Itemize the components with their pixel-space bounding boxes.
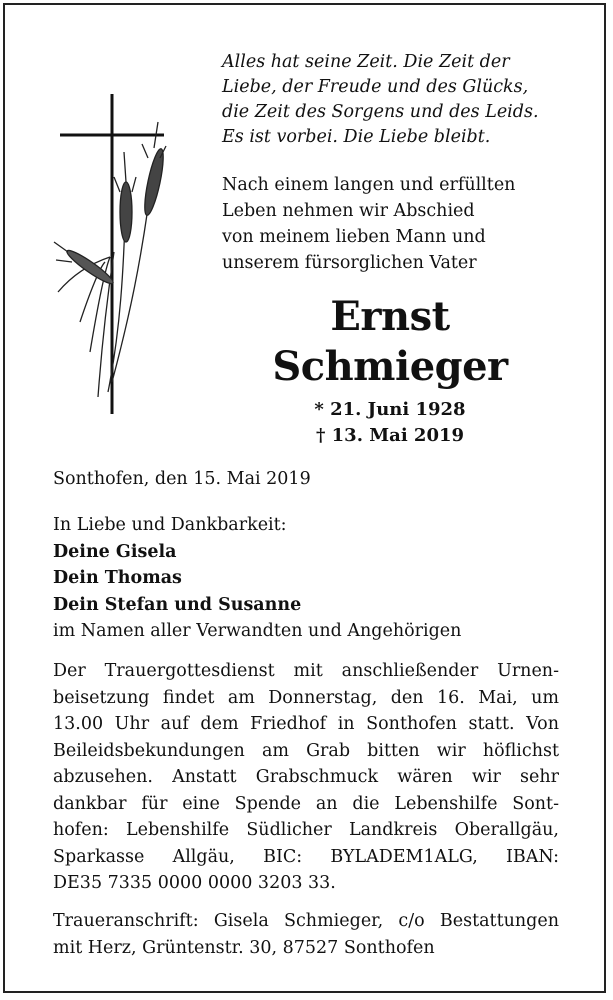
wheat-icon: [54, 122, 167, 397]
notice-line: Beileidsbekundungen am Grab bitten wir höflichst: [53, 740, 559, 761]
mourner-name: Dein Stefan und Susanne: [53, 594, 302, 615]
address-line: mit Herz, Grüntenstr. 30, 87527 Sonthofen: [53, 937, 435, 958]
intro-line: unserem fürsorglichen Vater: [222, 253, 477, 273]
life-dates: [200, 397, 580, 449]
poem-line: Alles hat seine Zeit. Die Zeit der: [222, 52, 510, 72]
deceased-name: [200, 292, 580, 392]
mourning-address: [53, 908, 559, 961]
mourner-name: Dein Thomas: [53, 568, 182, 588]
mourners-block: [53, 512, 573, 645]
address-line: Traueranschrift: Gisela Schmieger, c/o Bestattungen: [53, 911, 559, 931]
notice-line: 13.00 Uhr auf dem Friedhof in Sonthofen statt. Von: [53, 714, 559, 734]
mourners-closing: im Namen aller Verwandten und Angehörigen: [53, 621, 462, 641]
poem-line: die Zeit des Sorgens und des Leids.: [222, 102, 539, 122]
intro-line: von meinem lieben Mann und: [222, 227, 486, 247]
intro-line: Nach einem langen und erfüllten: [222, 175, 516, 195]
service-notice: [53, 658, 559, 897]
notice-line: Sparkasse Allgäu, BIC: BYLADEM1ALG, IBAN:: [53, 846, 559, 867]
intro-line: Leben nehmen wir Abschied: [222, 201, 475, 221]
birth-date: * 21. Juni 1928: [314, 399, 466, 420]
mourner-name: Deine Gisela: [53, 541, 177, 562]
notice-line: beisetzung findet am Donnerstag, den 16. Mai, um: [53, 687, 559, 708]
poem-line: Liebe, der Freude und des Glücks,: [222, 77, 529, 97]
notice-line: abzusehen. Anstatt Grabschmuck wären wir sehr: [53, 767, 559, 787]
place-date: Sonthofen, den 15. Mai 2019: [53, 469, 311, 489]
mourners-intro: In Liebe und Dankbarkeit:: [53, 515, 287, 535]
intro-text: [222, 172, 582, 276]
cross-wheat-emblem: [50, 92, 180, 417]
death-date: † 13. Mai 2019: [315, 425, 465, 446]
notice-line: DE35 7335 0000 0000 3203 33.: [53, 873, 336, 893]
notice-line: hofen: Lebenshilfe Südlicher Landkreis Oberallgäu,: [53, 820, 559, 840]
deceased-last-name: Schmieger: [272, 343, 508, 390]
poem-line: Es ist vorbei. Die Liebe bleibt.: [222, 127, 491, 147]
deceased-first-name: Ernst: [330, 293, 450, 340]
poem-quote: [222, 50, 582, 150]
notice-line: Der Trauergottesdienst mit anschließender Urnen-: [53, 661, 559, 681]
notice-line: dankbar für eine Spende an die Lebenshilfe Sont-: [53, 793, 559, 814]
